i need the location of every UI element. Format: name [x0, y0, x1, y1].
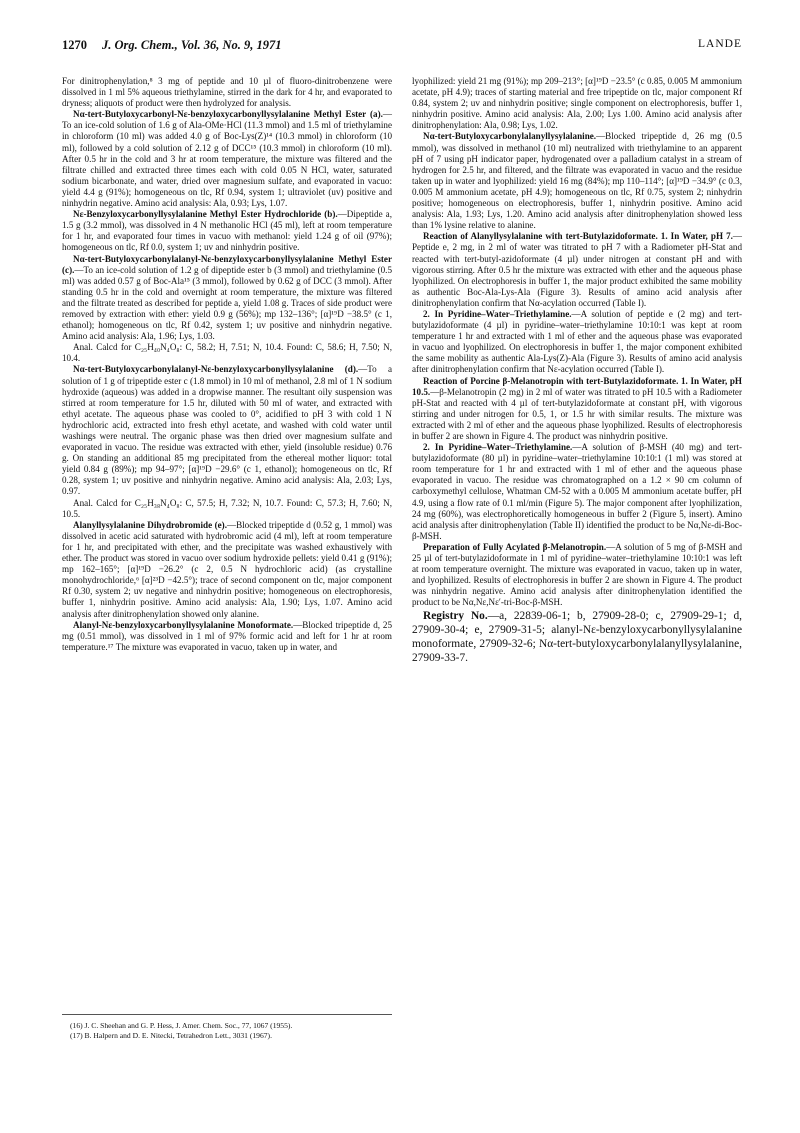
section-heading: 2. In Pyridine–Water–Triethylamine.: [423, 442, 573, 453]
paragraph-body: —A solution of peptide e (2 mg) and tert-butylazidoformate (4 µl) in pyridine–water–triethylamine 10:10:1 was kept at room temperature 1 hr and extracted with 1 ml of ether and the aqueous phase was evaporated in vacuo and lyophilized. On electrophoresis in buffer 1, the major component exhibited the same mobility as authentic Ala-Lys(Z)-Ala (Figure 3). Results of amino acid analysis after dinitrophenylation confirm that Nε-acylation occurred (Table I).: [412, 308, 743, 375]
registry-body: —a, 22839-06-1; b, 27909-28-0; c, 27909-29-1; d, 27909-30-4; e, 27909-31-5; alanyl-Nε-benzyloxycarbonyllysylalanine monoformate, 27909-32-6; Nα-tert-butyloxycarbonylalanyllysylalanine, 27909-33-7.: [412, 609, 742, 664]
paragraph-body: —Peptide e, 2 mg, in 2 ml of water was titrated to pH 7 with a Radiometer pH-Stat and reacted with tert-butyl-azidoformate (4 µl) under nitrogen at constant pH and with vigorous stirring. After 0.5 hr the mixture was extracted with ether and the aqueous phase lyophilized. On electrophoresis in buffer 1, the major product exhibited the same mobility as authentic Boc-Ala-Lys-Ala (Figure 3). Results of amino acid analysis after dinitrophenylation confirm that Nα-acylation occurred (Table I).: [412, 231, 742, 308]
paragraph: [412, 309, 742, 376]
page-header: [62, 38, 742, 58]
section-heading: Reaction of Alanyllysylalanine with tert-Butylazidoformate. 1. In Water, pH 7.: [423, 231, 733, 242]
paragraph: lyophilized: yield 21 mg (91%); mp 209–213°; [α]¹⁹D −23.5° (c 0.85, 0.005 M ammonium acetate, pH 4.9); traces of starting material and free tripeptide on tlc, major component Rf 0.84, system 2; uv and ninhydrin positive; single component on electrophoresis, buffer 1, ninhydrin positive. Amino acid analysis: Ala, 2.00; Lys 1.00. Amino acid analysis after dinitrophenylation: Ala, 0.98; Lys, 1.02.: [412, 76, 742, 131]
paragraph-body: —β-Melanotropin (2 mg) in 2 ml of water was titrated to pH 10.5 with a Radiometer pH-Stat and reacted with 4 µl of tert-butylazidoformate at constant pH, with vigorous stirring and under nitrogen for 0.5, 1, or 1.5 hr with similar results. The mixture was extracted with 2 ml of ether and the aqueous phase lyophilized. Results of electrophoresis in buffer 2 are shown in Figure 4. The product was ninhydrin positive.: [412, 386, 742, 441]
section-heading: 2. In Pyridine–Water–Triethylamine.: [423, 308, 572, 319]
paragraph-body: —Blocked tripeptide d, 25 mg (0.51 mmol), was dissolved in 1 ml of 97% formic acid and left for 1 hr at room temperature.¹⁷ The mixture was evaporated in vacuo, taken up in water, and: [62, 619, 392, 652]
paragraph-body: —A solution of 5 mg of β-MSH and 25 µl of tert-butylazidoformate in 1 ml of pyridine–water–triethylamine 10:10:1 was left at room temperature overnight. The mixture was evaporated in vacuo, taken up in water, and lyophilized. Results of electrophoresis in buffer 2 are shown in Figure 4. The product was ninhydrin negative. Amino acid analysis after dinitrophenylation identified the product to be Nα,Nε,Nε′-tri-Boc-β-MSH.: [412, 541, 742, 608]
paragraph: For dinitrophenylation,⁸ 3 mg of peptide and 10 µl of fluoro-dinitrobenzene were dissolved in 1 ml 5% aqueous triethylamine, stirred in the dark for 4 hr, and evaporated to dryness; aliquots of product were then hydrolyzed for analysis.: [62, 76, 392, 109]
left-column: [62, 76, 392, 653]
paragraph: [62, 254, 392, 343]
journal-citation: J. Org. Chem., Vol. 36, No. 9, 1971: [102, 38, 282, 52]
paragraph: [412, 131, 742, 231]
paragraph-body: —To an ice-cold solution of 1.2 g of dipeptide ester b (3 mmol) and triethylamine (0.5 ml) was added 0.57 g of Boc-Ala¹⁵ (3 mmol), followed by 0.62 g of DCC (3 mmol). After standing 0.5 hr in the cold and overnight at room temperature, the mixture was filtered and the filtrate treated as described for peptide a, yield 1.08 g. Traces of side product were removed by extraction with ether: yield 0.9 g (56%); mp 132–136°; [α]¹⁹D −38.5° (c 1, ethanol); homogeneous on tlc, Rf 0.42, system 1; uv positive and ninhydrin negative. Amino acid analysis: Ala, 1.96; Lys, 1.03.: [62, 264, 392, 342]
page-number: 1270: [62, 38, 87, 52]
paragraph: [62, 520, 392, 620]
paragraph-body: —Blocked tripeptide d, 26 mg (0.5 mmol), was dissolved in methanol (10 ml) neutralized with triethylamine to an apparent pH of 7 using pH indicator paper, hydrogenated over a palladium catalyst in a stream of hydrogen for 2.5 hr, and filtered, and the filtrate was evaporated in vacuo and the residue taken up in water and lyophilized: yield 16 mg (84%); mp 110–114°; [α]¹⁹D −34.9° (c 0.3, 0.005 M ammonium acetate, pH 4.9); homogeneous on tlc, Rf 0.75, system 2; ninhydrin positive; homogeneous on electrophoresis, buffer 1, ninhydrin positive. Amino acid analysis: Ala, 1.93; Lys, 1.20. Amino acid analysis after dinitrophenylation showed less than 1% lysine relative to alanine.: [412, 131, 742, 231]
right-column: [412, 76, 742, 665]
paragraph: [412, 376, 742, 443]
paragraph: [62, 620, 392, 653]
analysis-paragraph: Anal. Calcd for C₂₅H₃₈N₄O₈: C, 57.5; H, 7.32; N, 10.7. Found: C, 57.3; H, 7.60; N, 10.5.: [62, 497, 392, 519]
section-heading: Nα-tert-Butyloxycarbonyl-Nε-benzyloxycarbonyllysylalanine Methyl Ester (a).: [73, 109, 383, 120]
paragraph-body: —To a solution of 1 g of tripeptide ester c (1.8 mmol) in 10 ml of methanol, 2.8 ml of 1 N sodium hydroxide (aqueous) was added in a dropwise manner. The resultant oily suspension was stirred at room temperature for 1.5 hr, diluted with 50 ml of water, and extracted with ethyl acetate. The aqueous phase was cooled to 0°, acidified to pH 3 with cold 1 N hydrochloric acid, extracted into fresh ethyl acetate, and washed with cold water until washings were neutral. The organic phase was then dried over magnesium sulfate and evaporated in vacuo. The residue was extracted with ether, yield (insoluble residue) 0.76 g. On standing an additional 85 mg precipitated from the ethereal mother liquor: total yield 0.84 g (89%); mp 94–97°; [α]¹⁹D −29.6° (c 1, ethanol); homogeneous on tlc, Rf 0.28, system 1; uv positive and ninhydrin negative. Amino acid analysis: Ala, 2.03; Lys, 0.97.: [62, 364, 392, 497]
paragraph: [412, 231, 742, 309]
section-heading: Reaction of Porcine β-Melanotropin with tert-Butylazidoformate. 1. In Water, pH 10.5.: [412, 375, 742, 397]
section-heading: Alanyllysylalanine Dihydrobromide (e).: [73, 519, 227, 530]
section-heading: Nα-tert-Butyloxycarbonylalanyllysylalanine.: [423, 131, 597, 142]
paragraph-body: —Dipeptide a, 1.5 g (3.2 mmol), was dissolved in 4 N methanolic HCl (45 ml), left at room temperature for 1 hr, and evaporated four times in vacuo with methanol: yield 1.24 g of oil (97%); homogeneous on tlc, Rf 0.0, system 1; uv and ninhydrin positive.: [62, 209, 392, 253]
analysis-paragraph: Anal. Calcd for C₂₅H₄₀N₄O₈: C, 58.2; H, 7.51; N, 10.4. Found: C, 58.6; H, 7.50; N, 10.4.: [62, 342, 392, 364]
registry-label: Registry No.: [423, 609, 488, 622]
paragraph: [412, 442, 742, 542]
paragraph-body: —To an ice-cold solution of 1.6 g of Ala-OMe·HCl (11.3 mmol) and 1.5 ml of triethylamine in chloroform (10 ml) was added 4.0 g of Boc-Lys(Z)¹⁴ (10.3 mmol) in chloroform (10 ml), followed by a cold solution of 2.12 g of DCC¹⁵ (10.3 mmol) in chloroform (10 ml). After 0.5 hr in the cold and 3 hr at room temperature, the mixture was filtered and the filtrate chilled and extracted three times each with cold 0.05 N HCl, water, saturated sodium bicarbonate, and water, dried over magnesium sulfate, and evaporated in vacuo: yield 4.4 g (91%); homogeneous on tlc, Rf 0.94, system 1; ultraviolet (uv) positive and ninhydrin negative. Amino acid analysis: Ala, 0.93; Lys, 1.07.: [62, 109, 392, 209]
paragraph: [62, 364, 392, 497]
section-heading: Nα-tert-Butyloxycarbonylalanyl-Nε-benzyloxycarbonyllysylalanine Methyl Ester (c).: [62, 253, 392, 275]
paragraph-body: —A solution of β-MSH (40 mg) and tert-butylazidoformate (80 µl) in pyridine–water–triethylamine 10:10:1 (1 ml) was stored at room temperature for 1 hr and extracted with 1 ml of ether and the aqueous phase evaporated in vacuo. The residue was chromatographed on a 1.2 × 90 cm column of carboxymethyl cellulose, Whatman CM-52 with a 0.005 M ammonium acetate buffer, pH 4.9, using a flow rate of 0.1 ml/min (Figure 5). The major component after lyophilization, 24 mg (60%), was electrophoretically homogeneous in buffer 2 (Figure 5, insert). Amino acid analysis after dinitrophenylation (Table II) identified the product to be Nα,Nε-di-Boc-β-MSH.: [412, 442, 742, 541]
footnotes: [62, 1014, 392, 1040]
registry-numbers: [412, 609, 742, 665]
section-heading: Preparation of Fully Acylated β-Melanotropin.: [423, 541, 607, 552]
footnote: (17) B. Halpern and D. E. Nitecki, Tetrahedron Lett., 3031 (1967).: [70, 1030, 272, 1040]
section-heading: Alanyl-Nε-benzyloxycarbonyllysylalanine Monoformate.: [73, 619, 294, 630]
paragraph: [412, 542, 742, 609]
paragraph: [62, 209, 392, 253]
running-head-author: LANDE: [698, 38, 742, 50]
footnote: (16) J. C. Sheehan and G. P. Hess, J. Amer. Chem. Soc., 77, 1067 (1955).: [70, 1021, 293, 1030]
paragraph-body: —Blocked tripeptide d (0.52 g, 1 mmol) was dissolved in acetic acid saturated with hydrobromic acid (4 ml), left at room temperature for 1 hr, and precipitated with ether, and the precipitate was washed exhaustively with ether. The product was stored in vacuo over sodium hydroxide pellets: yield 0.41 g (91%); mp 162–165°; [α]¹⁹D −26.2° (c 2, 0.5 N hydrochloric acid) (as crystalline monohydrochloride,⁶ [α]²³D −42.5°); trace of second component on tlc, major component Rf 0.30, system 2; uv negative and ninhydrin positive; homogeneous on electrophoresis, buffer 1, ninhydrin positive. Amino acid analysis: Ala, 1.90; Lys, 1.07. Amino acid analysis after dinitrophenylation showed only alanine.: [62, 519, 392, 619]
section-heading: Nε-Benzyloxycarbonyllysylalanine Methyl Ester Hydrochloride (b).: [73, 209, 338, 220]
section-heading: Nα-tert-Butyloxycarbonylalanyl-Nε-benzyloxycarbonyllysylalanine (d).: [73, 364, 359, 375]
paragraph: [62, 109, 392, 209]
